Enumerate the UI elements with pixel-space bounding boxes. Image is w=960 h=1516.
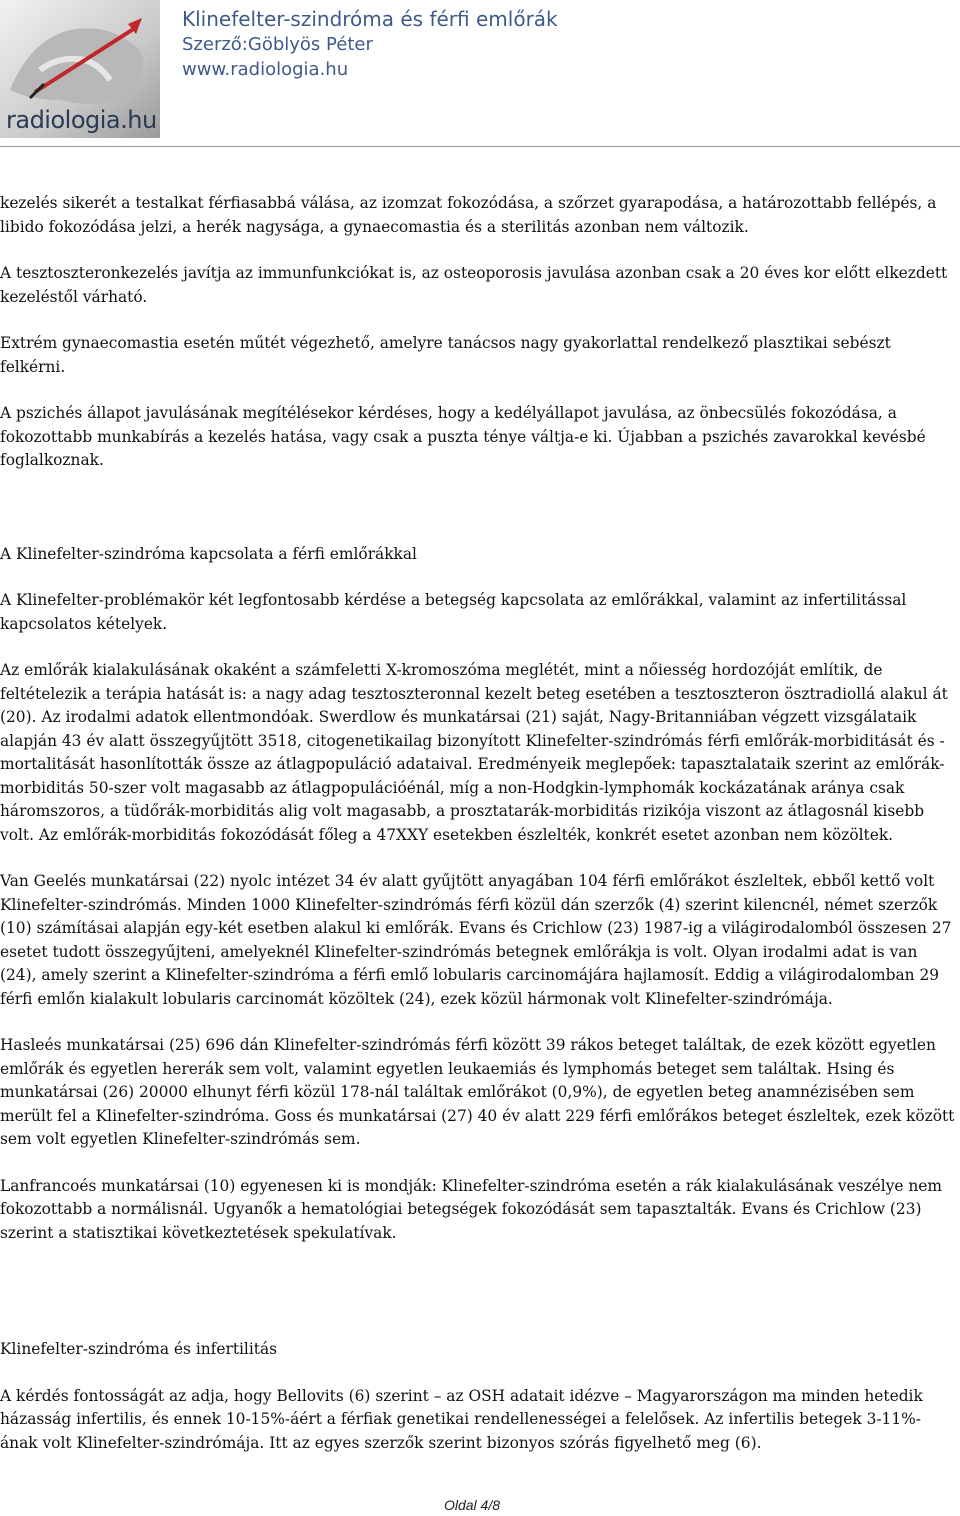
paragraph: A Klinefelter-problémakör két legfontosabb kérdése a betegség kapcsolata az emlőrákkal, valamint az infertilitással kapcsolatos kételyek. (0, 591, 907, 633)
section-heading-breast-cancer: A Klinefelter-szindróma kapcsolata a férfi emlőrákkal (0, 544, 417, 563)
paragraph: Lanfrancoés munkatársai (10) egyenesen ki is mondják: Klinefelter-szindróma esetén a rák kialakulásának veszélye nem fokozottabb a normálisnál. Ugyanők a hematológiai betegségek fokozódását sem tapasztalták. Evans és Crichlow (23) szerint a statisztikai következtetések spekulatívak. (0, 1176, 943, 1242)
paragraph: kezelés sikerét a testalkat férfiasabbá válása, az izomzat fokozódása, a szőrzet gyarapodása, a határozottabb fellépés, a libido fokozódása jelzi, a herék nagysága, a gynaecomastia és a sterilitás azonban nem változik. (0, 194, 937, 236)
radiologia-logo[interactable] (0, 0, 160, 138)
document-author: Szerző:Göblyös Péter (182, 34, 373, 55)
paragraph: Az emlőrák kialakulásának okaként a számfeletti X-kromoszóma meglétét, mint a nőiesség hordozóját említik, de feltételezik a terápia hatását is: a nagy adag tesztoszteronnal kezelt beteg esetében a tesztoszteron ösztradiollá alakul át (20). Az irodalmi adatok ellentmondóak. Swerdlow és munkatársai (21) saját, Nagy-Britanniában végzett vizsgálataik alapján 43 év alatt összegyűjtött 3518, citogenetikailag bizonyított Klinefelter-szindrómás férfi emlőrák-morbiditását és -mortalitását hasonlították össze az átlagpopuláció adataival. Eredményeik meglepőek: tapasztalataik szerint az emlőrák-morbiditás 50-szer volt magasabb az átlagpopulációénál, míg a non-Hodgkin-lymphomák kockázatának aránya csak háromszoros, a tüdőrák-morbiditás alig volt magasabb, a prosztatarák-morbiditás rizikója viszont az átlagosnál kisebb volt. Az emlőrák-morbiditás fokozódását főleg a 47XXY esetekben észlelték, konkrét esetet azonban nem közöltek. (0, 661, 948, 844)
paragraph: A pszichés állapot javulásának megítélésekor kérdéses, hogy a kedélyállapot javulása, az önbecsülés fokozódása, a fokozottabb munkabírás a kezelés hatása, vagy csak a puszta ténye váltja-e ki. Újabban a pszichés zavarokkal kevésbé foglalkoznak. (0, 404, 926, 469)
site-url-link[interactable]: www.radiologia.hu (182, 59, 349, 80)
paragraph: Hasleés munkatársai (25) 696 dán Klinefelter-szindrómás férfi között 39 rákos beteget találtak, de ezek között egyetlen emlőrák és egyetlen hererák sem volt, valamint egyetlen leukaemiás és lymphomás beteget sem találtak. Hsing és munkatársai (26) 20000 elhunyt férfi közül 178-nál találtak emlőrákot (0,9%), de egyetlen beteg anamnézisében sem merült fel a Klinefelter-szindróma. Goss és munkatársai (27) 40 év alatt 229 férfi emlőrákos beteget észleltek, ezek között sem volt egyetlen Klinefelter-szindrómás sem. (0, 1036, 955, 1148)
page-number: Oldal 4/8 (443, 1497, 501, 1513)
spacer (0, 496, 958, 543)
paragraph: Van Geelés munkatársai (22) nyolc intézet 34 év alatt gyűjtött anyagában 104 férfi emlőrákot észleltek, ebből kettő volt Klinefelter-szindrómás. Minden 1000 Klinefelter-szindrómás férfi közül dán szerzők (4) szerint kilencnél, német szerzők (10) számításai alapján egy-két esetben alakul ki emlőrák. Evans és Crichlow (23) 1987-ig a világirodalomból összesen 27 esetet tudott összegyűjteni, amelyeknél Klinefelter-szindrómás betegnek emlőrákja is volt. Olyan irodalmi adat is van (24), amely szerint a Klinefelter-szindróma a férfi emlő lobularis carcinomájára hajlamosít. Eddig a világirodalomban 29 férfi emlőn kialakult lobularis carcinomát közöltek (24), ezek közül hármonak volt Klinefelter-szindrómája. (0, 872, 952, 1008)
document-header (182, 6, 558, 82)
document-body (0, 192, 958, 1478)
paragraph: A tesztoszteronkezelés javítja az immunfunkciókat is, az osteoporosis javulása azonban csak a 20 éves kor előtt elkezdett kezeléstől várható. (0, 264, 948, 306)
section-heading-infertility: Klinefelter-szindróma és infertilitás (0, 1340, 278, 1358)
paragraph: Extrém gynaecomastia esetén műtét végezhető, amelyre tanácsos nagy gyakorlattal rendelkező plasztikai sebészt felkérni. (0, 334, 891, 376)
paragraph: A kérdés fontosságát az adja, hogy Bellovits (6) szerint – az OSH adatait idézve – Magyarországon ma minden hetedik házasság infertilis, és ennek 10-15%-áért a férfiak genetikai rendellenességei a felelősek. Az infertilis betegek 3-11%-ának volt Klinefelter-szindrómája. Itt az egyes szerzők szerint bizonyos szórás figyelhető meg (6). (0, 1386, 923, 1452)
document-title: Klinefelter-szindróma és férfi emlőrák (182, 7, 558, 31)
logo-text: radiologia.hu (6, 106, 157, 134)
header-divider (0, 146, 960, 147)
spacer (0, 1268, 958, 1338)
